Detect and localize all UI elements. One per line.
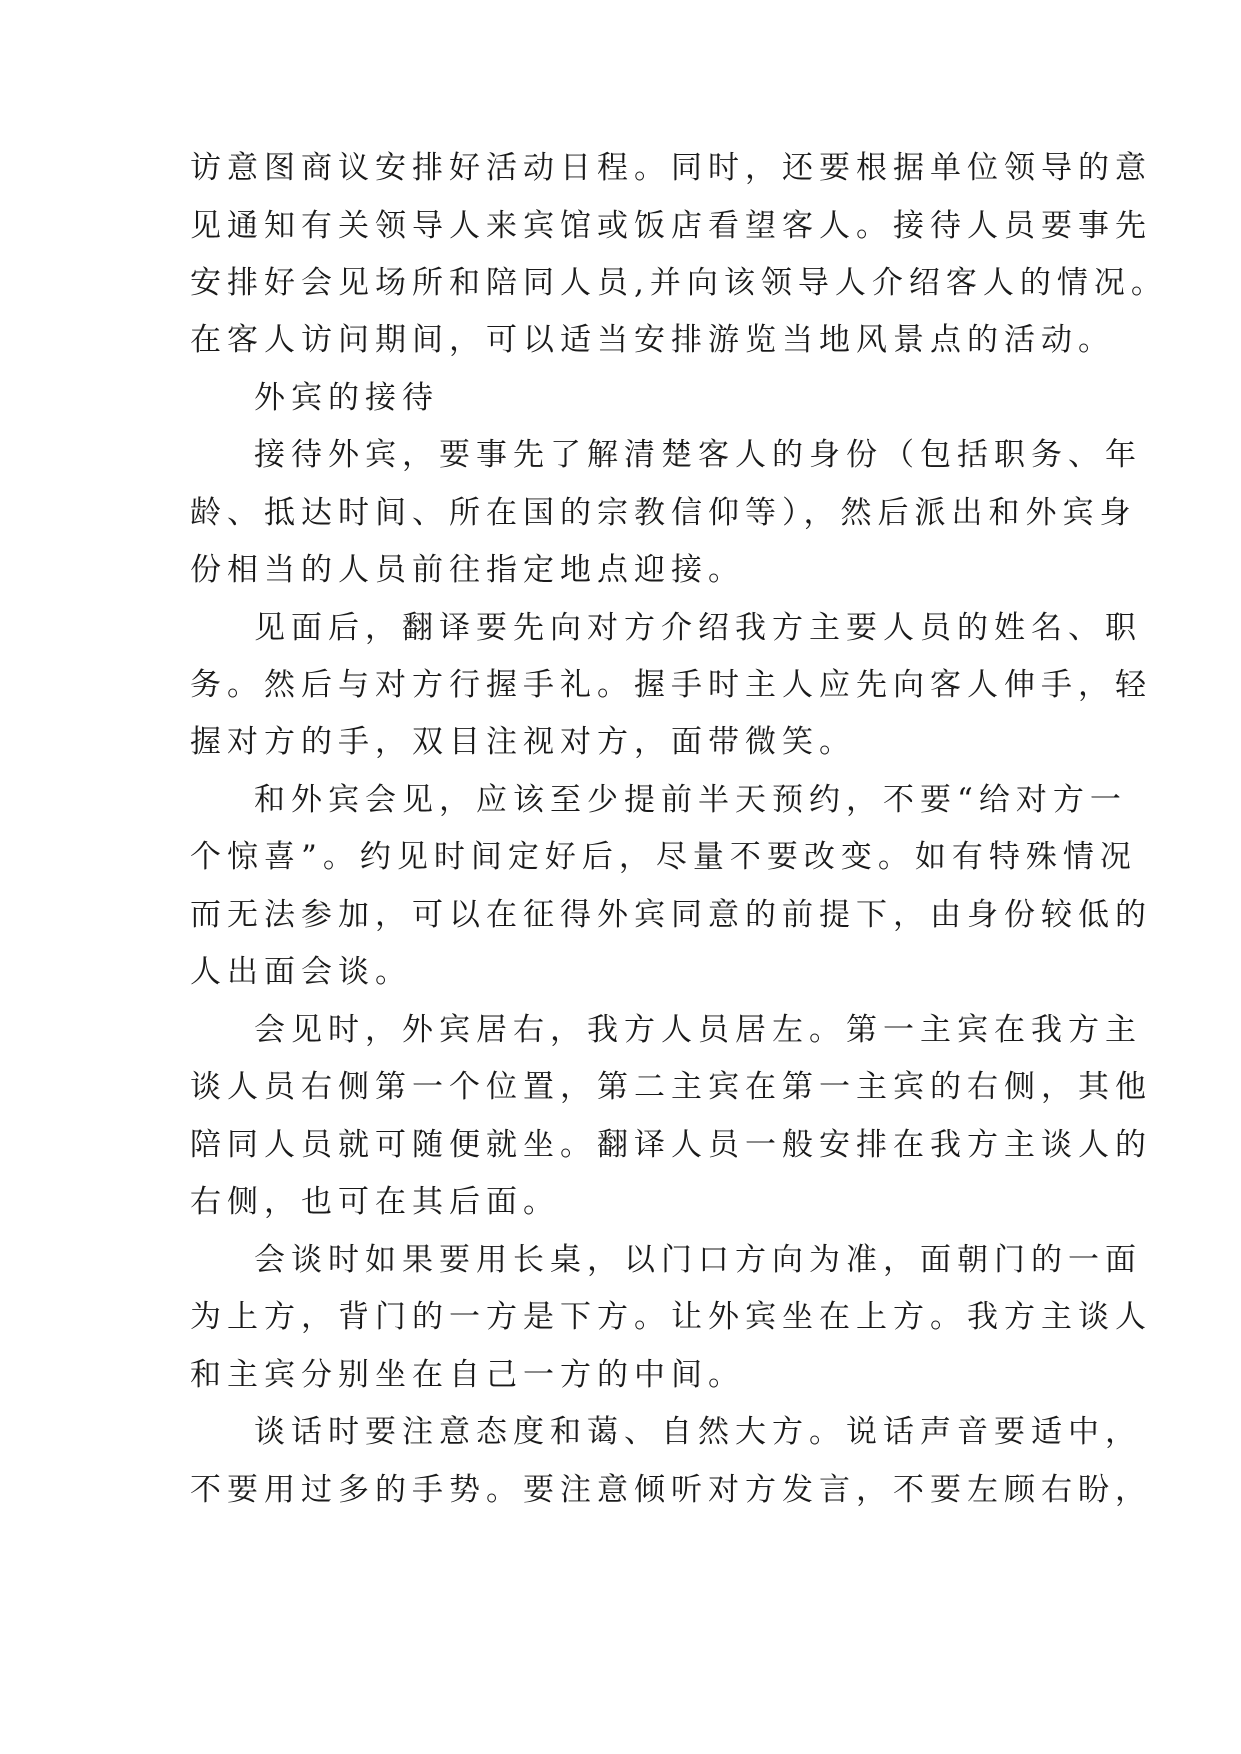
text-line: 访意图商议安排好活动日程。同时，还要根据单位领导的意: [190, 150, 1152, 186]
text-line: 和主宾分别坐在自己一方的中间。: [190, 1357, 745, 1393]
text-line: 务。然后与对方行握手礼。握手时主人应先向客人伸手，轻: [190, 667, 1152, 703]
paragraph-start: 会见时，外宾居右，我方人员居左。第一主宾在我方主: [254, 1012, 1142, 1048]
text-line: 人出面会谈。: [190, 954, 412, 990]
text-line: 为上方，背门的一方是下方。让外宾坐在上方。我方主谈人: [190, 1299, 1152, 1335]
paragraph-start: 谈话时要注意态度和蔼、自然大方。说话声音要适中，: [254, 1414, 1142, 1450]
text-line: 个惊喜”。约见时间定好后，尽量不要改变。如有特殊情况: [190, 839, 1137, 875]
paragraph-start: 会谈时如果要用长桌，以门口方向为准，面朝门的一面: [254, 1242, 1142, 1278]
text-line: 不要用过多的手势。要注意倾听对方发言，不要左顾右盼，: [190, 1472, 1152, 1508]
text-line: 在客人访问期间，可以适当安排游览当地风景点的活动。: [190, 322, 1115, 358]
text-line: 右侧，也可在其后面。: [190, 1184, 560, 1220]
text-line: 见通知有关领导人来宾馆或饭店看望客人。接待人员要事先: [190, 208, 1152, 244]
text-line: 握对方的手，双目注视对方，面带微笑。: [190, 724, 856, 760]
paragraph-start: 见面后，翻译要先向对方介绍我方主要人员的姓名、职: [254, 610, 1142, 646]
section-heading: 外宾的接待: [254, 380, 439, 416]
text-line: 龄、抵达时间、所在国的宗教信仰等），然后派出和外宾身: [190, 495, 1137, 531]
text-line: 陪同人员就可随便就坐。翻译人员一般安排在我方主谈人的: [190, 1127, 1152, 1163]
text-line: 安排好会见场所和陪同人员,并向该领导人介绍客人的情况。: [190, 265, 1168, 301]
paragraph-start: 和外宾会见，应该至少提前半天预约，不要“给对方一: [254, 782, 1127, 818]
text-line: 份相当的人员前往指定地点迎接。: [190, 552, 745, 588]
paragraph-start: 接待外宾，要事先了解清楚客人的身份（包括职务、年: [254, 437, 1142, 473]
text-line: 谈人员右侧第一个位置，第二主宾在第一主宾的右侧，其他: [190, 1069, 1152, 1105]
text-line: 而无法参加，可以在征得外宾同意的前提下，由身份较低的: [190, 897, 1152, 933]
